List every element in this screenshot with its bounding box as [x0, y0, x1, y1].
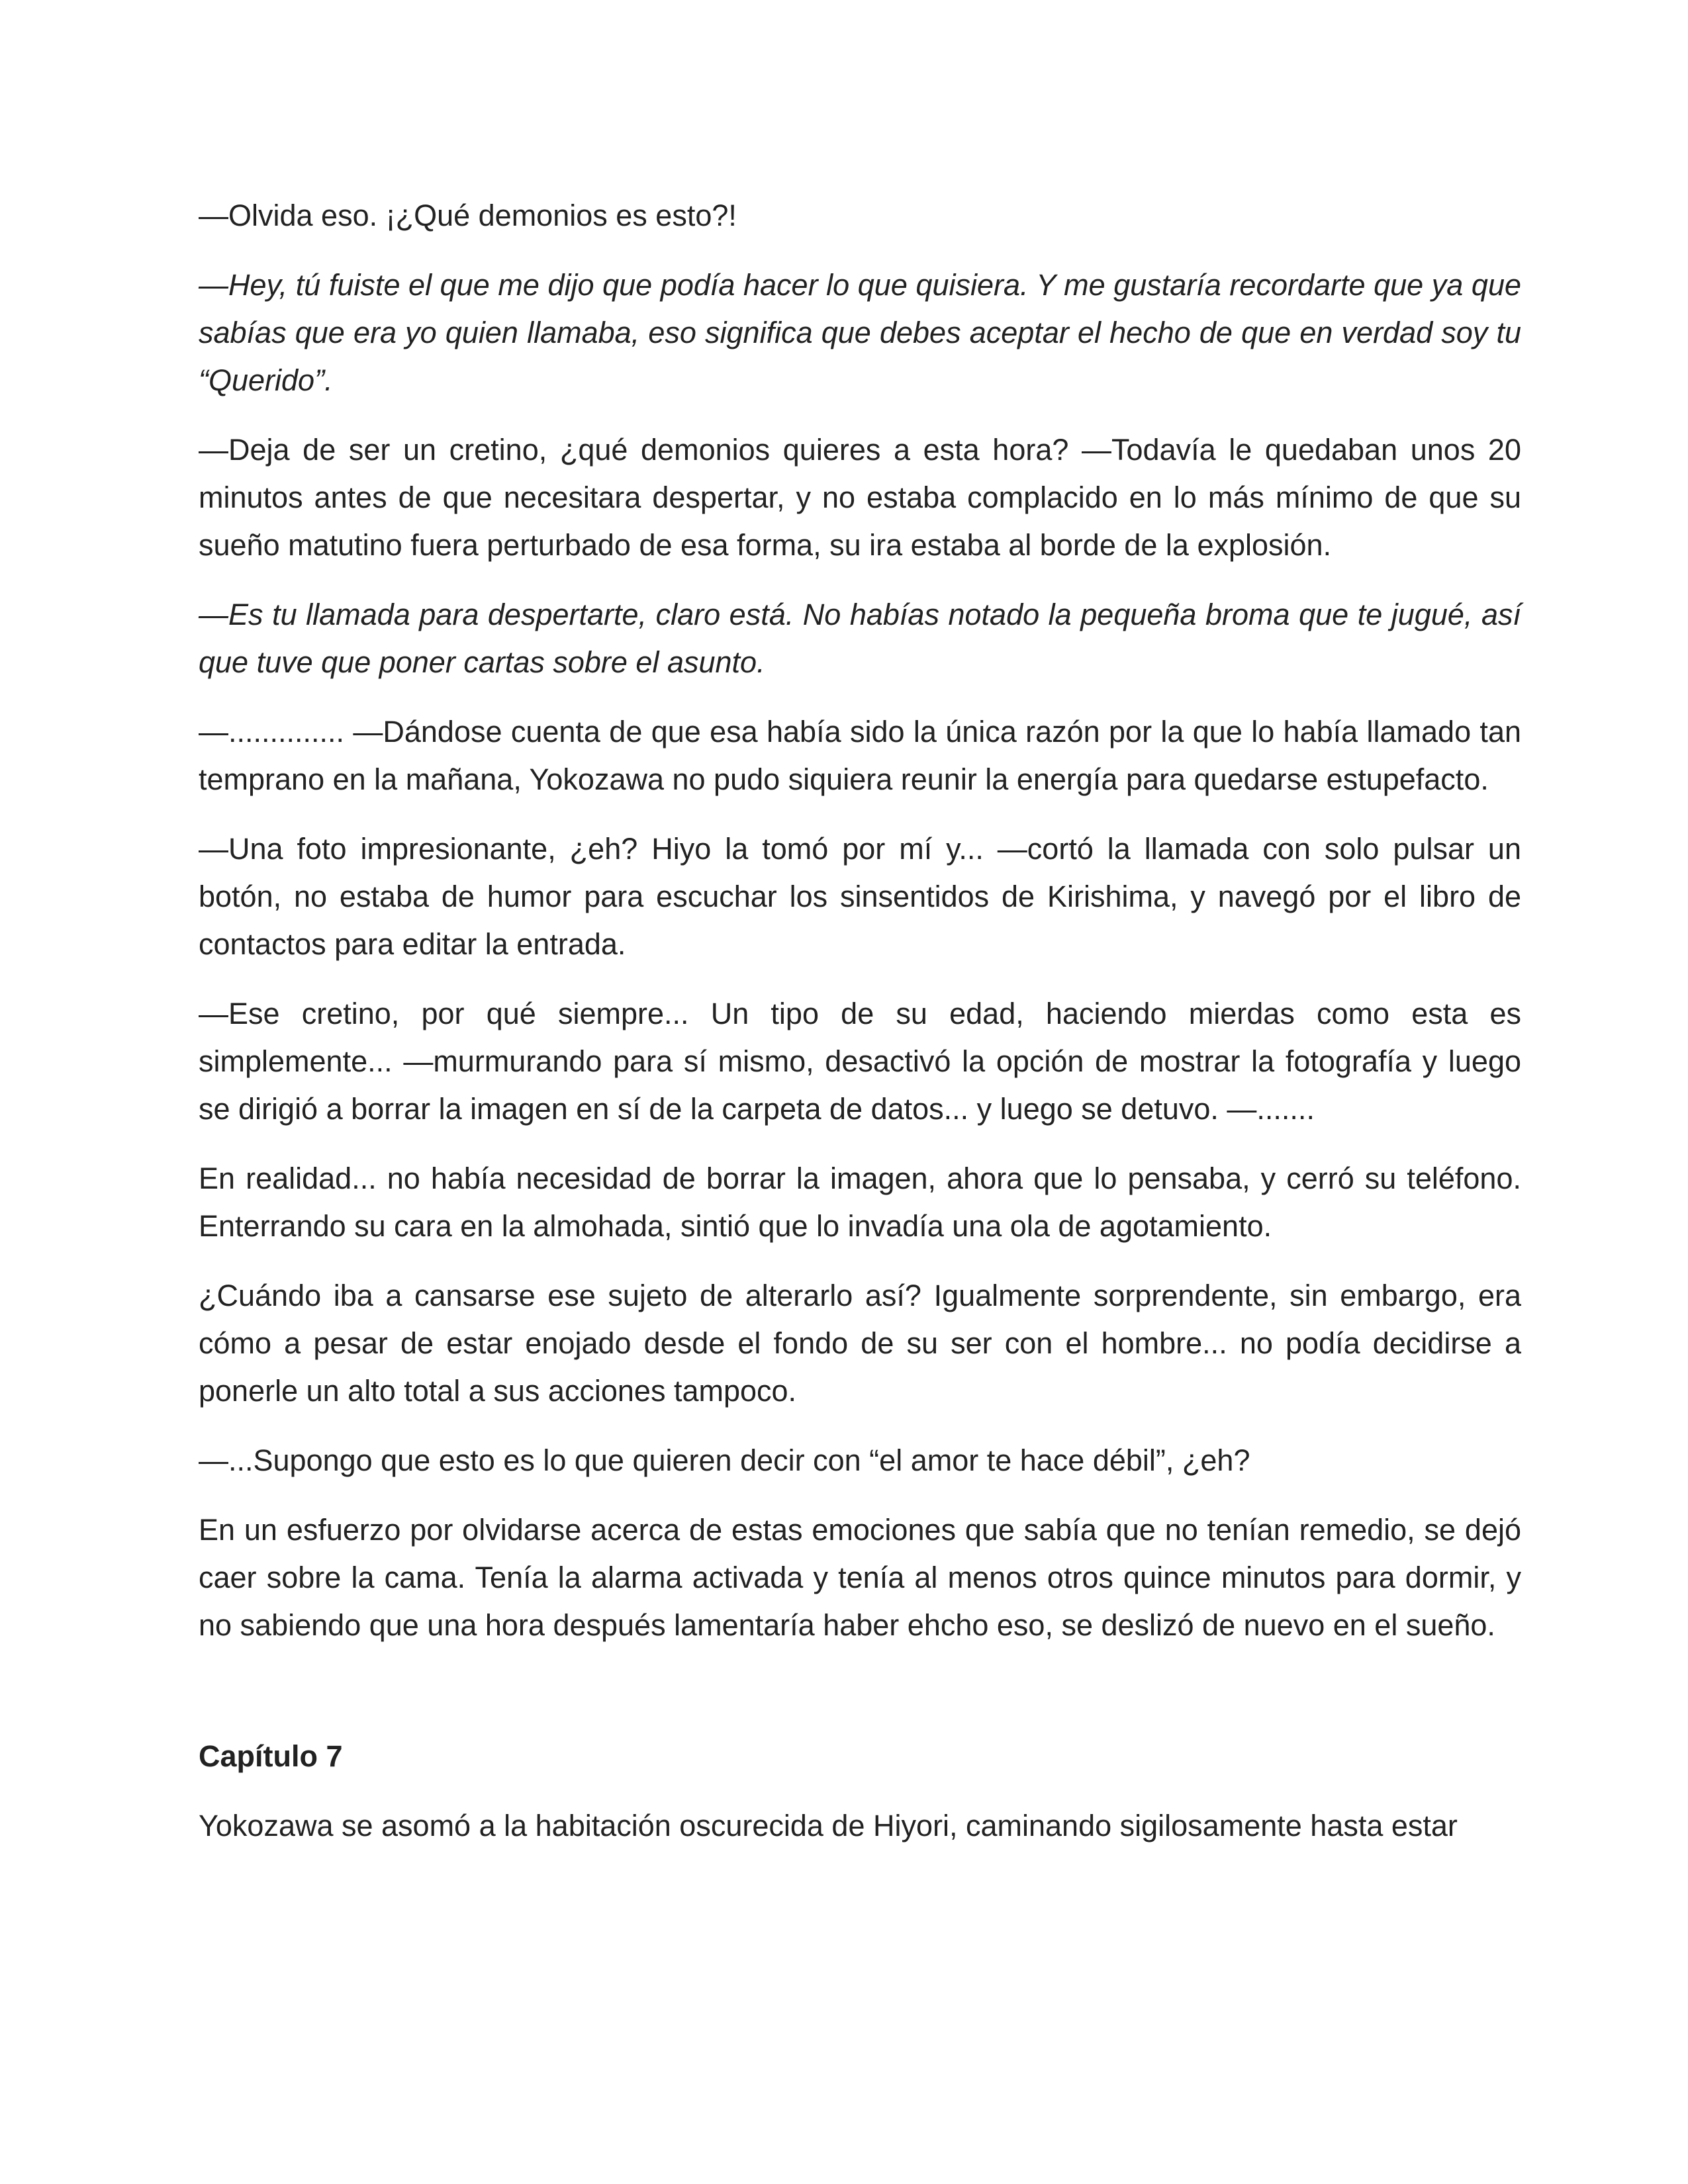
paragraph: ¿Cuándo iba a cansarse ese sujeto de alterarlo así? Igualmente sorprendente, sin embargo, era cómo a pesar de estar enojado desde el fondo de su ser con el hombre... no podía decidirse a ponerle un alto total a sus acciones tampoco. — [199, 1279, 1521, 1408]
paragraph: Yokozawa se asomó a la habitación oscurecida de Hiyori, caminando sigilosamente hasta estar — [199, 1809, 1458, 1843]
document-body — [199, 192, 1521, 1872]
paragraph: En realidad... no había necesidad de borrar la imagen, ahora que lo pensaba, y cerró su teléfono. Enterrando su cara en la almohada, sintió que lo invadía una ola de agotamiento. — [199, 1161, 1521, 1243]
paragraph: —Olvida eso. ¡¿Qué demonios es esto?! — [199, 199, 737, 232]
paragraph: En un esfuerzo por olvidarse acerca de estas emociones que sabía que no tenían remedio, se dejó caer sobre la cama. Tenía la alarma activada y tenía al menos otros quince minutos para dormir, y no sabiendo que una hora después lamentaría haber ehcho eso, se deslizó de nuevo en el sueño. — [199, 1513, 1521, 1642]
paragraph: —Deja de ser un cretino, ¿qué demonios quieres a esta hora? —Todavía le quedaban unos 20 minutos antes de que necesitara despertar, y no estaba complacido en lo más mínimo de que su sueño matutino fuera perturbado de esa forma, su ira estaba al borde de la explosión. — [199, 433, 1521, 562]
paragraph: —Hey, tú fuiste el que me dijo que podía hacer lo que quisiera. Y me gustaría recordarte que ya que sabías que era yo quien llamaba, eso significa que debes aceptar el hecho de que en verdad soy tu “Querido”. — [199, 268, 1521, 397]
paragraph: —Ese cretino, por qué siempre... Un tipo de su edad, haciendo mierdas como esta es simplemente... —murmurando para sí mismo, desactivó la opción de mostrar la fotografía y luego se dirigió a borrar la imagen en sí de la carpeta de datos... y luego se detuvo. —....... — [199, 997, 1521, 1126]
paragraph: —Una foto impresionante, ¿eh? Hiyo la tomó por mí y... —cortó la llamada con solo pulsar un botón, no estaba de humor para escuchar los sinsentidos de Kirishima, y navegó por el libro de contactos para editar la entrada. — [199, 832, 1521, 961]
paragraph: —Es tu llamada para despertarte, claro está. No habías notado la pequeña broma que te jugué, así que tuve que poner cartas sobre el asunto. — [199, 598, 1521, 679]
paragraph: —.............. —Dándose cuenta de que esa había sido la única razón por la que lo había llamado tan temprano en la mañana, Yokozawa no pudo siquiera reunir la energía para quedarse estupefacto. — [199, 715, 1521, 796]
paragraph: —...Supongo que esto es lo que quieren decir con “el amor te hace débil”, ¿eh? — [199, 1443, 1250, 1477]
chapter-heading: Capítulo 7 — [199, 1739, 343, 1773]
